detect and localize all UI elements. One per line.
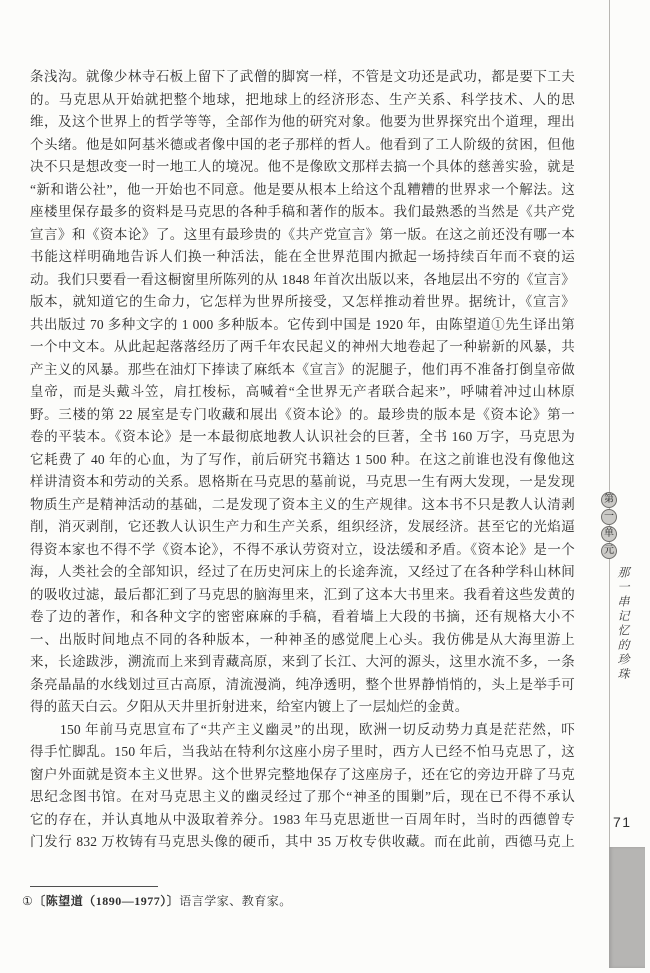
body-text-line: 一个中文本。从此起起落落经历了两千年农民起义的神州大地卷起了一种崭新的风暴，共 — [30, 339, 575, 354]
body-text-line: “新和谐公社”，他一开始也不同意。他是要从根本上给这个乱糟糟的世界求一个解法。这 — [30, 181, 575, 197]
body-text-line: 的吸收过滤，最后都汇到了马克思的脑海里来，汇到了这本大书里来。我看着这些发黄的 — [30, 586, 575, 602]
corner-gray-block — [609, 847, 645, 968]
lesson-title-vertical: 那一串记忆的珍珠 — [616, 566, 630, 682]
unit-badge-circle: 单 — [601, 526, 617, 542]
body-text-line: 皇帝，而是头戴斗笠，肩扛梭标，高喊着“全世界无产者联合起来”，呼啸着冲过山林原 — [30, 384, 575, 399]
body-text-line: 它的存在，并认真地从中汲取着养分。1983 年马克思逝世一百周年时，当时的西德曾专 — [30, 811, 575, 827]
footnote-divider — [30, 886, 158, 887]
body-text-line: 维，及这个世界上的哲学等等，全部作为他的研究对象。他要为世界探究出个道理，理出 — [30, 114, 575, 129]
footnote — [22, 893, 562, 910]
unit-badge — [601, 492, 617, 559]
body-text-line: 样讲清资本和劳动的关系。恩格斯在马克思的墓前说，马克思一生有两大发现，一是发现 — [30, 474, 575, 489]
body-text-line: 得资本家也不得不学《资本论》，不得不承认劳资对立，设法缓和矛盾。《资本论》是一个 — [30, 541, 575, 557]
body-text-line: 削，消灭剥削，它还教人认识生产力和生产关系，组织经济，发展经济。甚至它的光焰逼 — [30, 519, 575, 534]
footnote-definition: 语言学家、教育家。 — [179, 894, 292, 908]
body-text-line: 个头绪。他是如阿基米德或者像中国的老子那样的哲人。他看到了工人阶级的贫困，但他 — [30, 136, 575, 152]
body-text-line: 得的蓝天白云。夕阳从天井里折射进来，给室内镀上了一层灿烂的金黄。 — [30, 699, 469, 714]
body-text-line: 动。我们只要看一看这橱窗里所陈列的从 1848 年首次出版以来，各地层出不穷的《宣言》 — [30, 271, 575, 287]
body-text-line: 门发行 832 万枚铸有马克思头像的硬币，其中 35 万枚专供收藏。而在此前，西德马克上 — [30, 834, 575, 849]
body-text-line: 书能这样明确地告诉人们换一种活法，能在全世界范围内掀起一场持续百年而不衰的运 — [30, 249, 575, 264]
body-text-line: 共出版过 70 多种文字的 1 000 多种版本。它传到中国是 1920 年，由陈望道①先生译出第 — [30, 316, 575, 332]
unit-badge-circle: 元 — [601, 543, 617, 559]
unit-badge-circle: 第 — [601, 492, 617, 508]
body-text-line: 来，长途跋涉，溯流而上来到青藏高原，来到了长江、大河的源头，这里水流不多，一条 — [30, 654, 575, 669]
page-number: 71 — [613, 814, 632, 830]
body-text-line: 窗户外面就是资本主义世界。这个世界完整地保存了这座房子，还在它的旁边开辟了马克 — [30, 766, 575, 782]
footnote-marker: ① — [22, 894, 34, 908]
body-text-line: 的。马克思从开始就把整个地球，把地球上的经济形态、生产关系、科学技术、人的思 — [30, 91, 575, 107]
body-text-line: 思纪念图书馆。在对马克思主义的幽灵经过了那个“神圣的围剿”后，现在已不得不承认 — [30, 789, 575, 804]
body-text-line: 一、出版时间地点不同的各种版本，一种神圣的感觉爬上心头。我仿佛是从大海里游上 — [30, 631, 575, 647]
body-text-line: 卷的平装本。《资本论》是一本最彻底地教人认识社会的巨著，全书 160 万字，马克思为 — [30, 429, 575, 444]
body-text-line: 野。三楼的第 22 展室是专门收藏和展出《资本论》的。最珍贵的版本是《资本论》第一 — [30, 406, 575, 422]
body-text-line: 条亮晶晶的水线划过亘古高原，清流漫淌，纯净透明，整个世界静悄悄的，头上是举手可 — [30, 676, 575, 692]
body-text-line: 卷了边的著作，和各种文字的密密麻麻的手稿，看着墙上大段的书摘，还有规格大小不 — [30, 609, 575, 624]
body-text-line: 得手忙脚乱。150 年后，当我站在特利尔这座小房子里时，西方人已经不怕马克思了，这 — [30, 744, 575, 759]
sidebar-vertical-rule — [609, 0, 610, 847]
body-text-line: 座楼里保存最多的资料是马克思的各种手稿和著作的版本。我们最熟悉的当然是《共产党 — [30, 204, 575, 219]
text-column — [30, 66, 575, 854]
body-text-line: 它耗费了 40 年的心血，为了写作，前后研究书籍达 1 500 种。在这之前谁也没有像他这 — [30, 451, 575, 467]
footnote-term: 〔陈望道（1890—1977）〕 — [33, 894, 180, 908]
body-text-line: 产主义的风暴。那些在油灯下捧读了麻纸本《宣言》的泥腿子，他们再不准备打倒皇帝做 — [30, 361, 575, 377]
body-text-line: 海，人类社会的全部知识，经过了在历史河床上的长途奔流，又经过了在各种学科山林间 — [30, 564, 575, 579]
body-text-line: 150 年前马克思宣布了“共产主义幽灵”的出现，欧洲一切反动势力真是茫茫然，吓 — [60, 721, 575, 737]
body-text-line: 版本，就知道它的生命力，它怎样为世界所接受，又怎样推动着世界。据统计，《宣言》 — [30, 294, 575, 309]
body-text-line: 物质生产是精神活动的基础，二是发现了资本主义的生产规律。这本书不只是教人认清剥 — [30, 496, 575, 512]
unit-badge-circle: 一 — [601, 509, 617, 525]
body-text-line: 条浅沟。就像少林寺石板上留下了武僧的脚窝一样，不管是文功还是武功，都是要下工夫 — [30, 69, 575, 84]
body-text-line: 宣言》和《资本论》了。这里有最珍贵的《共产党宣言》第一版。在这之前还没有哪一本 — [30, 226, 575, 242]
body-text-line: 决不只是想改变一时一地工人的境况。他不是像欧文那样去搞一个具体的慈善实验，就是 — [30, 159, 575, 174]
